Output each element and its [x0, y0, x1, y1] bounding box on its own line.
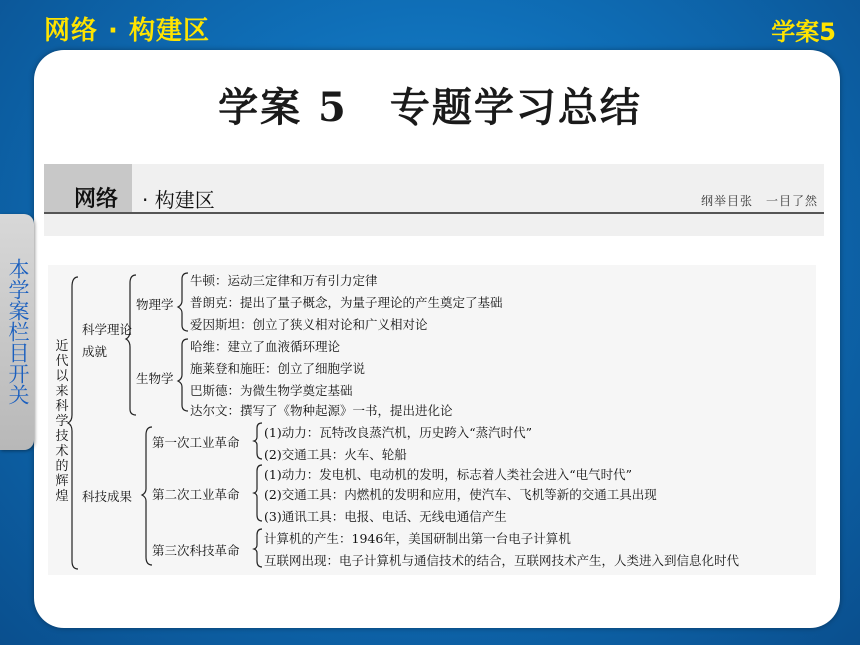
first-rev-label: 第一次工业革命 [152, 435, 240, 450]
second-rev-item: (3)通讯工具：电报、电话、无线电通信产生 [264, 509, 507, 524]
page-title: 学案 5 专题学习总结 [218, 84, 642, 131]
section-bar [44, 164, 824, 236]
science-label: 科学理论成就 [82, 322, 133, 359]
physics-item: 普朗克：提出了量子概念，为量子理论的产生奠定了基础 [190, 295, 503, 310]
first-rev-bracket [254, 423, 262, 459]
section-header-title: 网络 · 构建区 [44, 16, 210, 46]
section-toggle-label: 本学案栏目开关 [6, 258, 30, 405]
second-rev-item: (2)交通工具：内燃机的发明和应用，使汽车、飞机等新的交通工具出现 [264, 487, 657, 502]
biology-item: 哈维：建立了血液循环理论 [190, 339, 341, 354]
biology-bracket [178, 339, 188, 411]
physics-bracket [178, 273, 188, 331]
biology-item: 巴斯德：为微生物学奠定基础 [190, 383, 353, 398]
section-slogan: 纲举目张 一目了然 [700, 194, 818, 208]
concept-root: 近代以来科学技术的辉煌 [55, 339, 69, 504]
physics-item: 爱因斯坦：创立了狭义相对论和广义相对论 [190, 317, 428, 332]
third-rev-item: 计算机的产生：1946年，美国研制出第一台电子计算机 [264, 531, 571, 546]
concept-map [48, 265, 816, 575]
second-rev-item: (1)动力：发电机、电动机的发明，标志着人类社会进入“电气时代” [264, 467, 632, 482]
case-label: 学案5 [771, 18, 836, 46]
section-divider [44, 212, 824, 214]
third-rev-bracket [254, 529, 262, 567]
first-rev-item: (1)动力：瓦特改良蒸汽机，历史跨入“蒸汽时代” [264, 425, 532, 440]
physics-label: 物理学 [136, 297, 174, 312]
first-rev-item: (2)交通工具：火车、轮船 [264, 447, 407, 462]
section-sub: · 构建区 [142, 188, 215, 212]
biology-item: 达尔文：撰写了《物种起源》一书，提出进化论 [190, 403, 453, 418]
biology-label: 生物学 [136, 371, 174, 386]
third-rev-label: 第三次科技革命 [152, 543, 240, 558]
second-rev-bracket [254, 465, 262, 521]
tech-bracket [142, 427, 152, 565]
section-toggle-tab[interactable] [0, 214, 34, 450]
third-rev-item: 互联网出现：电子计算机与通信技术的结合，互联网技术产生，人类进入到信息化时代 [264, 553, 740, 568]
physics-item: 牛顿：运动三定律和万有引力定律 [190, 273, 378, 288]
tech-label: 科技成果 [82, 489, 133, 504]
section-name: 网络 [74, 187, 119, 212]
biology-item: 施莱登和施旺：创立了细胞学说 [190, 361, 366, 376]
second-rev-label: 第二次工业革命 [152, 487, 240, 502]
